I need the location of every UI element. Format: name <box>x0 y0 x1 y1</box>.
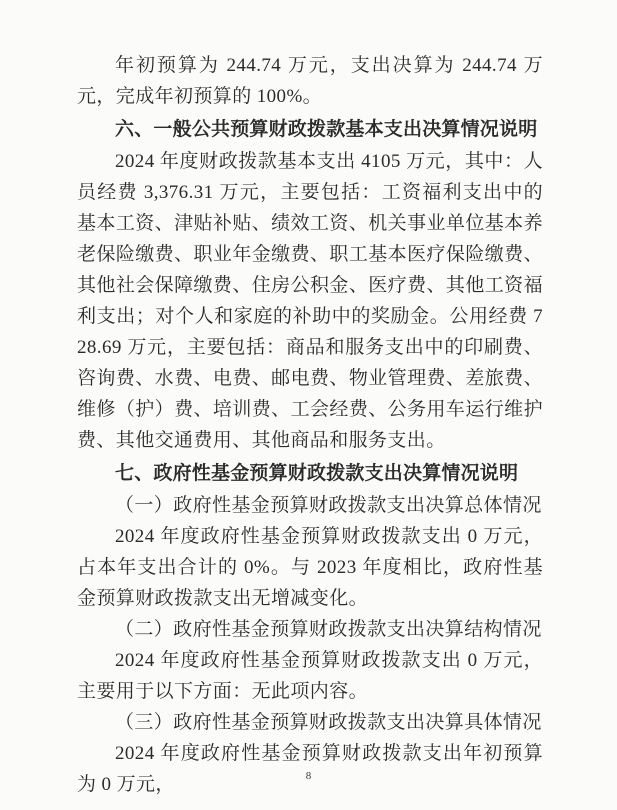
section-7-sub-1-paragraph: 2024 年度政府性基金预算财政拨款支出 0 万元，占本年支出合计的 0%。与 2023 年度相比，政府性基金预算财政拨款支出无增减变化。 <box>77 526 543 609</box>
section-6-paragraph: 2024 年度财政拨款基本支出 4105 万元，其中：人员经费 3,376.31 万元，主要包括：工资福利支出中的基本工资、津贴补贴、绩效工资、机关事业单位基本养老保险缴费、职业年金缴费、职工基本医疗保险缴费、其他社会保障缴费、住房公积金、医疗费、其他工资福利支出；对个人和家庭的补助中的奖励金。公用经费 728.69 万元，主要包括：商品和服务支出中的印刷费、咨询费、水费、电费、邮电费、物业管理费、差旅费、维修（护）费、培训费、工会经费、公务用车运行维护费、其他交通费用、其他商品和服务支出。 <box>77 151 543 451</box>
section-7-sub-3-paragraph: 2024 年度政府性基金预算财政拨款支出年初预算为 0 万元， <box>77 743 543 795</box>
section-7-sub-1-heading: （一）政府性基金预算财政拨款支出决算总体情况 <box>115 495 542 516</box>
carryover-paragraph: 年初预算为 244.74 万元，支出决算为 244.74 万元，完成年初预算的 100%。 <box>77 55 543 107</box>
section-7-sub-2-paragraph: 2024 年度政府性基金预算财政拨款支出 0 万元，主要用于以下方面：无此项内容。 <box>77 650 543 702</box>
section-6-heading: 六、一般公共预算财政拨款基本支出决算情况说明 <box>115 119 538 140</box>
document-content <box>77 50 543 800</box>
section-7-sub-2-heading: （二）政府性基金预算财政拨款支出决算结构情况 <box>115 619 542 640</box>
page-number: 8 <box>305 770 312 782</box>
section-7-heading: 七、政府性基金预算财政拨款支出决算情况说明 <box>115 463 519 484</box>
section-7-sub-3-heading: （三）政府性基金预算财政拨款支出决算具体情况 <box>115 712 542 733</box>
